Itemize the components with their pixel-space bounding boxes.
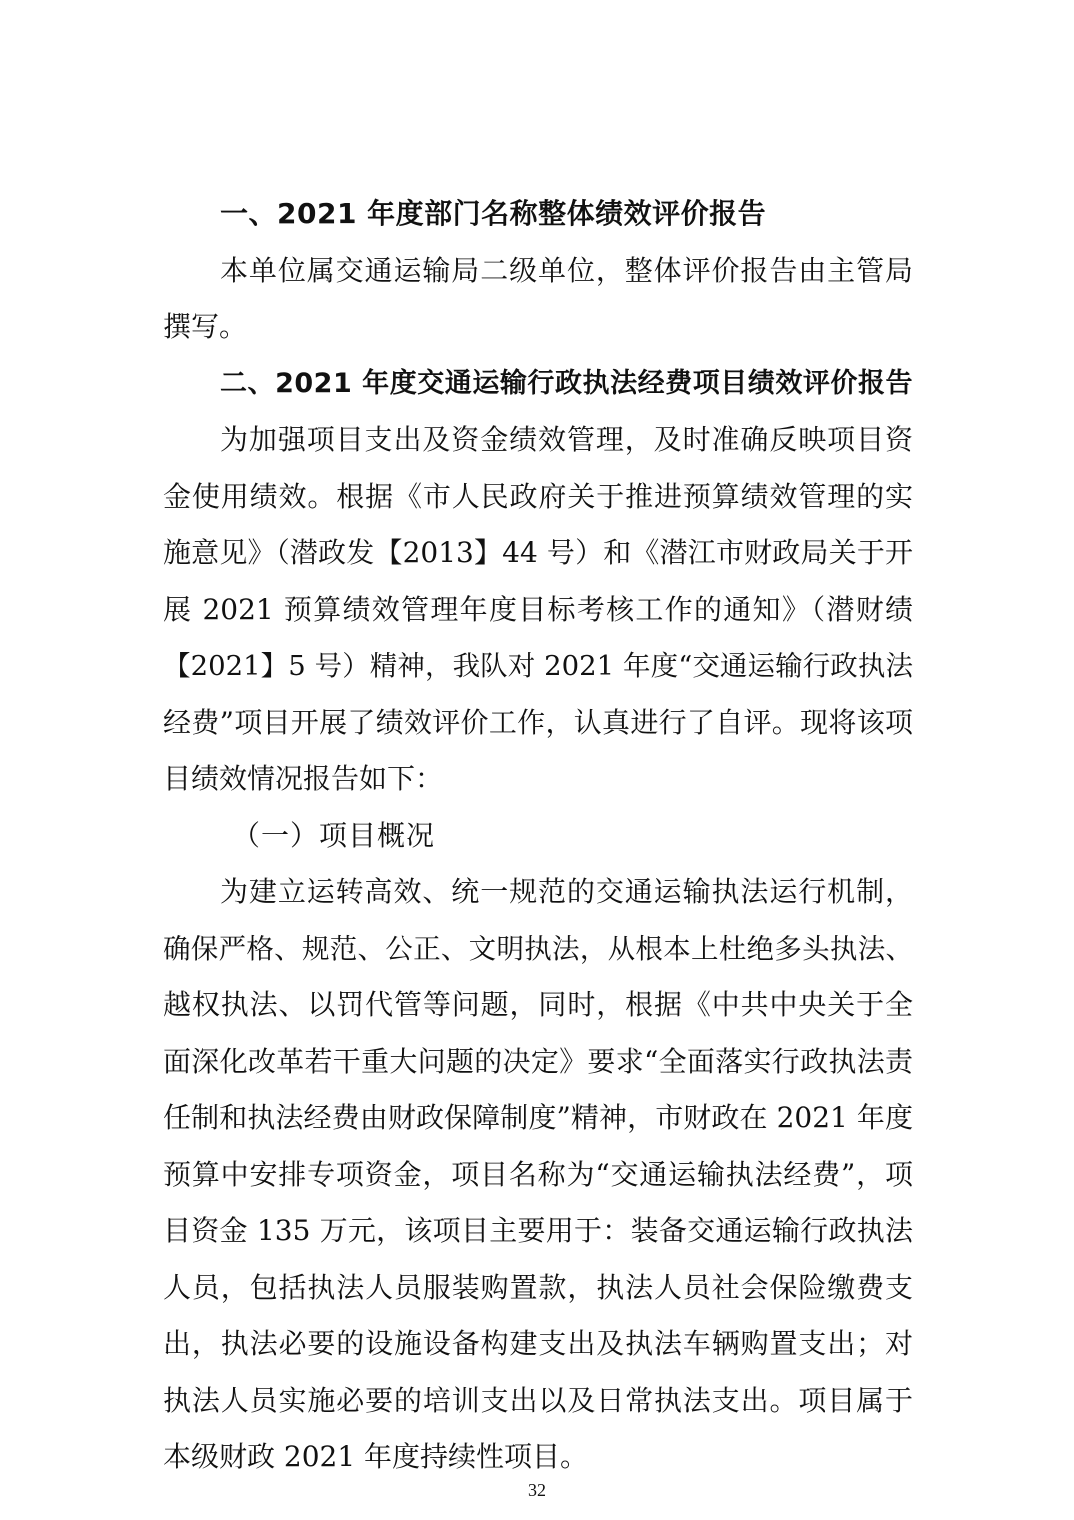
section2-intro-line-1: 为加强项目支出及资金绩效管理，及时准确反映项目资	[220, 423, 913, 456]
section2-intro-line-3: 施意见》（潜政发【2013】44 号）和《潜江市财政局关于开	[163, 536, 913, 569]
overview-line-11: 本级财政 2021 年度持续性项目。	[163, 1440, 589, 1473]
section2-intro-line-4: 展 2021 预算绩效管理年度目标考核工作的通知》（潜财绩	[163, 593, 913, 626]
overview-line-10: 执法人员实施必要的培训支出以及日常执法支出。项目属于	[163, 1384, 913, 1417]
overview-line-1: 为建立运转高效、统一规范的交通运输执法运行机制，	[220, 875, 913, 908]
section1-body-line-1: 本单位属交通运输局二级单位，整体评价报告由主管局	[220, 254, 913, 287]
section2-intro-line-2: 金使用绩效。根据《市人民政府关于推进预算绩效管理的实	[163, 480, 913, 513]
overview-line-2: 确保严格、规范、公正、文明执法，从根本上杜绝多头执法、	[163, 933, 913, 965]
overview-line-3: 越权执法、以罚代管等问题，同时，根据《中共中央关于全	[163, 988, 913, 1021]
overview-line-8: 人员，包括执法人员服装购置款，执法人员社会保险缴费支	[163, 1271, 913, 1304]
section1-body-line-2: 撰写。	[163, 310, 248, 343]
overview-line-7: 目资金 135 万元，该项目主要用于：装备交通运输行政执法	[163, 1214, 913, 1247]
section2-intro-line-7: 目绩效情况报告如下：	[163, 762, 444, 795]
overview-line-9: 出，执法必要的设施设备构建支出及执法车辆购置支出；对	[163, 1327, 913, 1360]
section2-intro-line-6: 经费”项目开展了绩效评价工作，认真进行了自评。现将该项	[163, 706, 913, 739]
overview-line-6: 预算中安排专项资金，项目名称为“交通运输执法经费”，项	[163, 1158, 913, 1191]
overview-line-4: 面深化改革若干重大问题的决定》要求“全面落实行政执法责	[163, 1045, 913, 1078]
page-number: 32	[528, 1480, 546, 1500]
section2-heading: 二、2021 年度交通运输行政执法经费项目绩效评价报告	[220, 368, 913, 399]
subsection-heading-project-overview: （一）项目概况	[232, 819, 436, 852]
section1-heading: 一、2021 年度部门名称整体绩效评价报告	[220, 197, 767, 230]
overview-line-5: 任制和执法经费由财政保障制度”精神，市财政在 2021 年度	[163, 1101, 913, 1134]
section2-intro-line-5: 【2021】5 号）精神，我队对 2021 年度“交通运输行政执法	[163, 650, 913, 682]
